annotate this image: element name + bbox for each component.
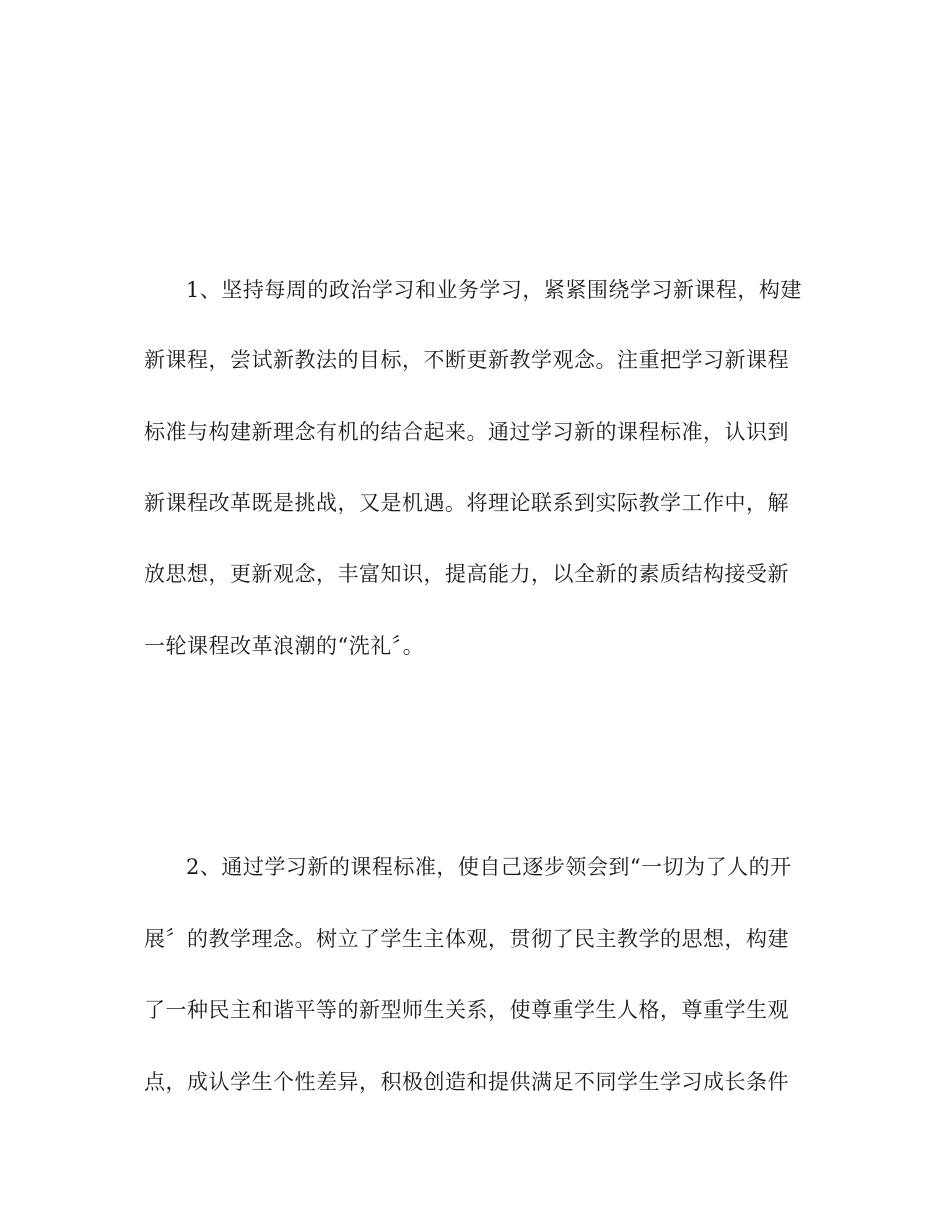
paragraph-1-line-6: 一轮课程改革浪潮的“洗礼〞。 — [144, 634, 425, 658]
paragraph-2-line-2: 展〞的教学理念。树立了学生主体观，贯彻了民主教学的思想，构建 — [144, 927, 789, 951]
paragraph-1-line-1: 1、坚持每周的政治学习和业务学习，紧紧围绕学习新课程，构建 — [186, 278, 802, 302]
paragraph-2-line-1: 2、通过学习新的课程标准，使自己逐步领会到“一切为了人的开 — [186, 855, 792, 879]
paragraph-2-line-4: 点，成认学生个性差异，积极创造和提供满足不同学生学习成长条件 — [144, 1070, 789, 1094]
paragraph-1-line-2: 新课程，尝试新教法的目标，不断更新教学观念。注重把学习新课程 — [144, 348, 789, 372]
paragraph-1-line-4: 新课程改革既是挑战，又是机遇。将理论联系到实际教学工作中，解 — [144, 491, 789, 515]
paragraph-1-line-5: 放思想，更新观念，丰富知识，提高能力，以全新的素质结构接受新 — [144, 562, 789, 586]
paragraph-1-line-3: 标准与构建新理念有机的结合起来。通过学习新的课程标准，认识到 — [144, 420, 789, 444]
paragraph-2-line-3: 了一种民主和谐平等的新型师生关系，使尊重学生人格，尊重学生观 — [144, 998, 789, 1022]
